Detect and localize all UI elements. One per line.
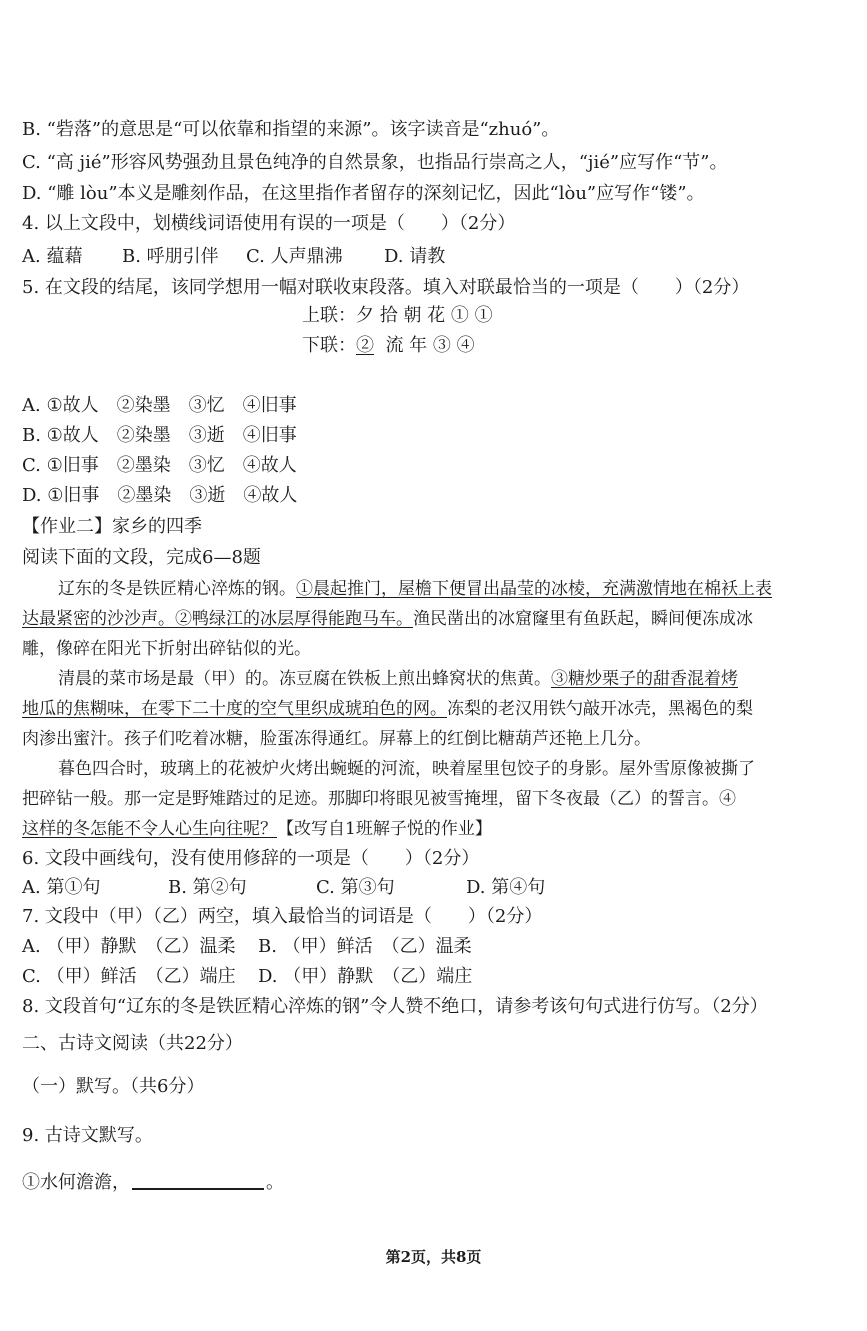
question-9-item-1 bbox=[22, 1170, 284, 1195]
couplet-lower-rest: 流 年 ③ ④ bbox=[385, 335, 475, 356]
question-9-stem: 9. 古诗文默写。 bbox=[22, 1125, 153, 1146]
passage-p1-line2-rest: 渔民凿出的冰窟窿里有鱼跃起，瞬间便冻成冰 bbox=[413, 609, 753, 629]
sentence-4-underlined: 这样的冬怎能不令 bbox=[22, 819, 158, 839]
sentence-4-underlined-cont: 人心生向往呢？ bbox=[158, 819, 277, 839]
q7-option-a: A. （甲）静默 （乙）温柔 bbox=[22, 936, 236, 957]
q9-1-text: ①水何澹澹， bbox=[22, 1172, 130, 1193]
passage-p2-line2-rest: 冻梨的老汉用铁勺敲开冰壳，黑褐色的梨 bbox=[447, 699, 753, 719]
q5-option-a: A. ①故人 ②染墨 ③忆 ④旧事 bbox=[22, 395, 297, 416]
q4-option-c: C. 人声鼎沸 bbox=[246, 246, 343, 267]
sentence-3-underlined: ③糖炒栗子的甜香混着烤 bbox=[551, 669, 738, 689]
q5-option-b: B. ①故人 ②染墨 ③逝 ④旧事 bbox=[22, 425, 297, 446]
hw2-title: 【作业二】家乡的四季 bbox=[22, 516, 202, 537]
section-2-sub: （一）默写。（共6分） bbox=[22, 1076, 205, 1097]
q6-option-b: B. 第②句 bbox=[168, 877, 247, 898]
passage-p3-line2: 把碎钻一般。那一定是野雉踏过的足迹。那脚印将眼见被雪掩埋，留下冬夜最（乙）的誓言。④ bbox=[22, 789, 736, 809]
author-note: 【改写自1班解子悦的作业】 bbox=[277, 819, 492, 839]
couplet-upper: 上联：夕 拾 朝 花 ① ① bbox=[302, 305, 493, 326]
q3-option-b: B. “砦落”的意思是“可以依靠和指望的来源”。该字读音是“zhuó”。 bbox=[22, 119, 560, 140]
q9-1-end: 。 bbox=[266, 1172, 284, 1193]
passage-p3-line1: 暮色四合时，玻璃上的花被炉火烤出蜿蜒的河流，映着屋里包饺子的身影。屋外雪原像被撕了 bbox=[58, 759, 755, 779]
passage-p1-line3: 雕，像碎在阳光下折射出碎钻似的光。 bbox=[22, 639, 311, 659]
couplet-lower-label: 下联： bbox=[302, 335, 356, 356]
passage-p1-line2 bbox=[22, 607, 753, 631]
q6-option-d: D. 第④句 bbox=[466, 877, 546, 898]
question-7-stem: 7. 文段中（甲）（乙）两空，填入最恰当的词语是（ ）（2分） bbox=[22, 906, 543, 927]
passage-p2-line2 bbox=[22, 697, 753, 721]
q5-option-d: D. ①旧事 ②墨染 ③逝 ④故人 bbox=[22, 485, 298, 506]
q7-option-b: B. （甲）鲜活 （乙）温柔 bbox=[258, 936, 472, 957]
question-5-stem: 5. 在文段的结尾，该同学想用一幅对联收束段落。填入对联最恰当的一项是（ ）（2分） bbox=[22, 277, 750, 298]
passage-p2-lead: 清晨的菜市场是最（甲）的。冻豆腐在铁板上煎出蜂窝状的焦黄。 bbox=[58, 669, 551, 689]
q3-option-c: C. “高 jié”形容风势强劲且景色纯净的自然景象，也指品行崇高之人，“jié”应写作“节”。 bbox=[22, 152, 728, 173]
question-4-stem: 4. 以上文段中，划横线词语使用有误的一项是（ ）（2分） bbox=[22, 213, 516, 234]
q4-option-d: D. 请教 bbox=[384, 246, 446, 267]
q7-option-c: C. （甲）鲜活 （乙）端庄 bbox=[22, 966, 236, 987]
q6-option-c: C. 第③句 bbox=[316, 877, 395, 898]
q7-option-d: D. （甲）静默 （乙）端庄 bbox=[258, 966, 473, 987]
sentence-3-underlined-cont: 地瓜的焦糊味，在零下二十度的空气里织成琥珀色的网。 bbox=[22, 699, 447, 719]
sentence-1-underlined: ①晨起推门，屋檐下便冒出晶莹的冰棱，充满激情地在棉袄上表 bbox=[296, 579, 772, 599]
q4-option-a: A. 蕴藉 bbox=[22, 246, 83, 267]
answer-blank[interactable] bbox=[132, 1170, 264, 1190]
q5-option-c: C. ①旧事 ②墨染 ③忆 ④故人 bbox=[22, 455, 297, 476]
section-2-title: 二、古诗文阅读（共22分） bbox=[22, 1033, 243, 1054]
sentence-2-underlined: 达最紧密的沙沙声。②鸭绿江的冰层厚得能跑马车。 bbox=[22, 609, 413, 629]
couplet-lower-blank: ② bbox=[356, 335, 374, 356]
passage-p2-line1 bbox=[58, 667, 738, 691]
q6-option-a: A. 第①句 bbox=[22, 877, 101, 898]
page-footer: 第2页，共8页 bbox=[385, 1248, 482, 1266]
q3-option-d: D. “雕 lòu”本义是雕刻作品，在这里指作者留存的深刻记忆，因此“lòu”应写作“镂”。 bbox=[22, 183, 705, 204]
passage-p3-line3 bbox=[22, 817, 492, 841]
question-8-stem: 8. 文段首句“辽东的冬是铁匠精心淬炼的钢”令人赞不绝口，请参考该句句式进行仿写。（2分） bbox=[22, 996, 768, 1017]
passage-p1-line1 bbox=[58, 577, 772, 601]
hw2-instruction: 阅读下面的文段，完成6—8题 bbox=[22, 547, 261, 568]
passage-p1-lead: 辽东的冬是铁匠精心淬炼的钢。 bbox=[58, 579, 296, 599]
question-6-stem: 6. 文段中画线句，没有使用修辞的一项是（ ）（2分） bbox=[22, 848, 480, 869]
passage-p2-line3: 肉渗出蜜汁。孩子们吃着冰糖，脸蛋冻得通红。屏幕上的红倒比糖葫芦还艳上几分。 bbox=[22, 729, 651, 749]
couplet-lower bbox=[302, 334, 475, 358]
q4-option-b: B. 呼朋引伴 bbox=[122, 246, 219, 267]
